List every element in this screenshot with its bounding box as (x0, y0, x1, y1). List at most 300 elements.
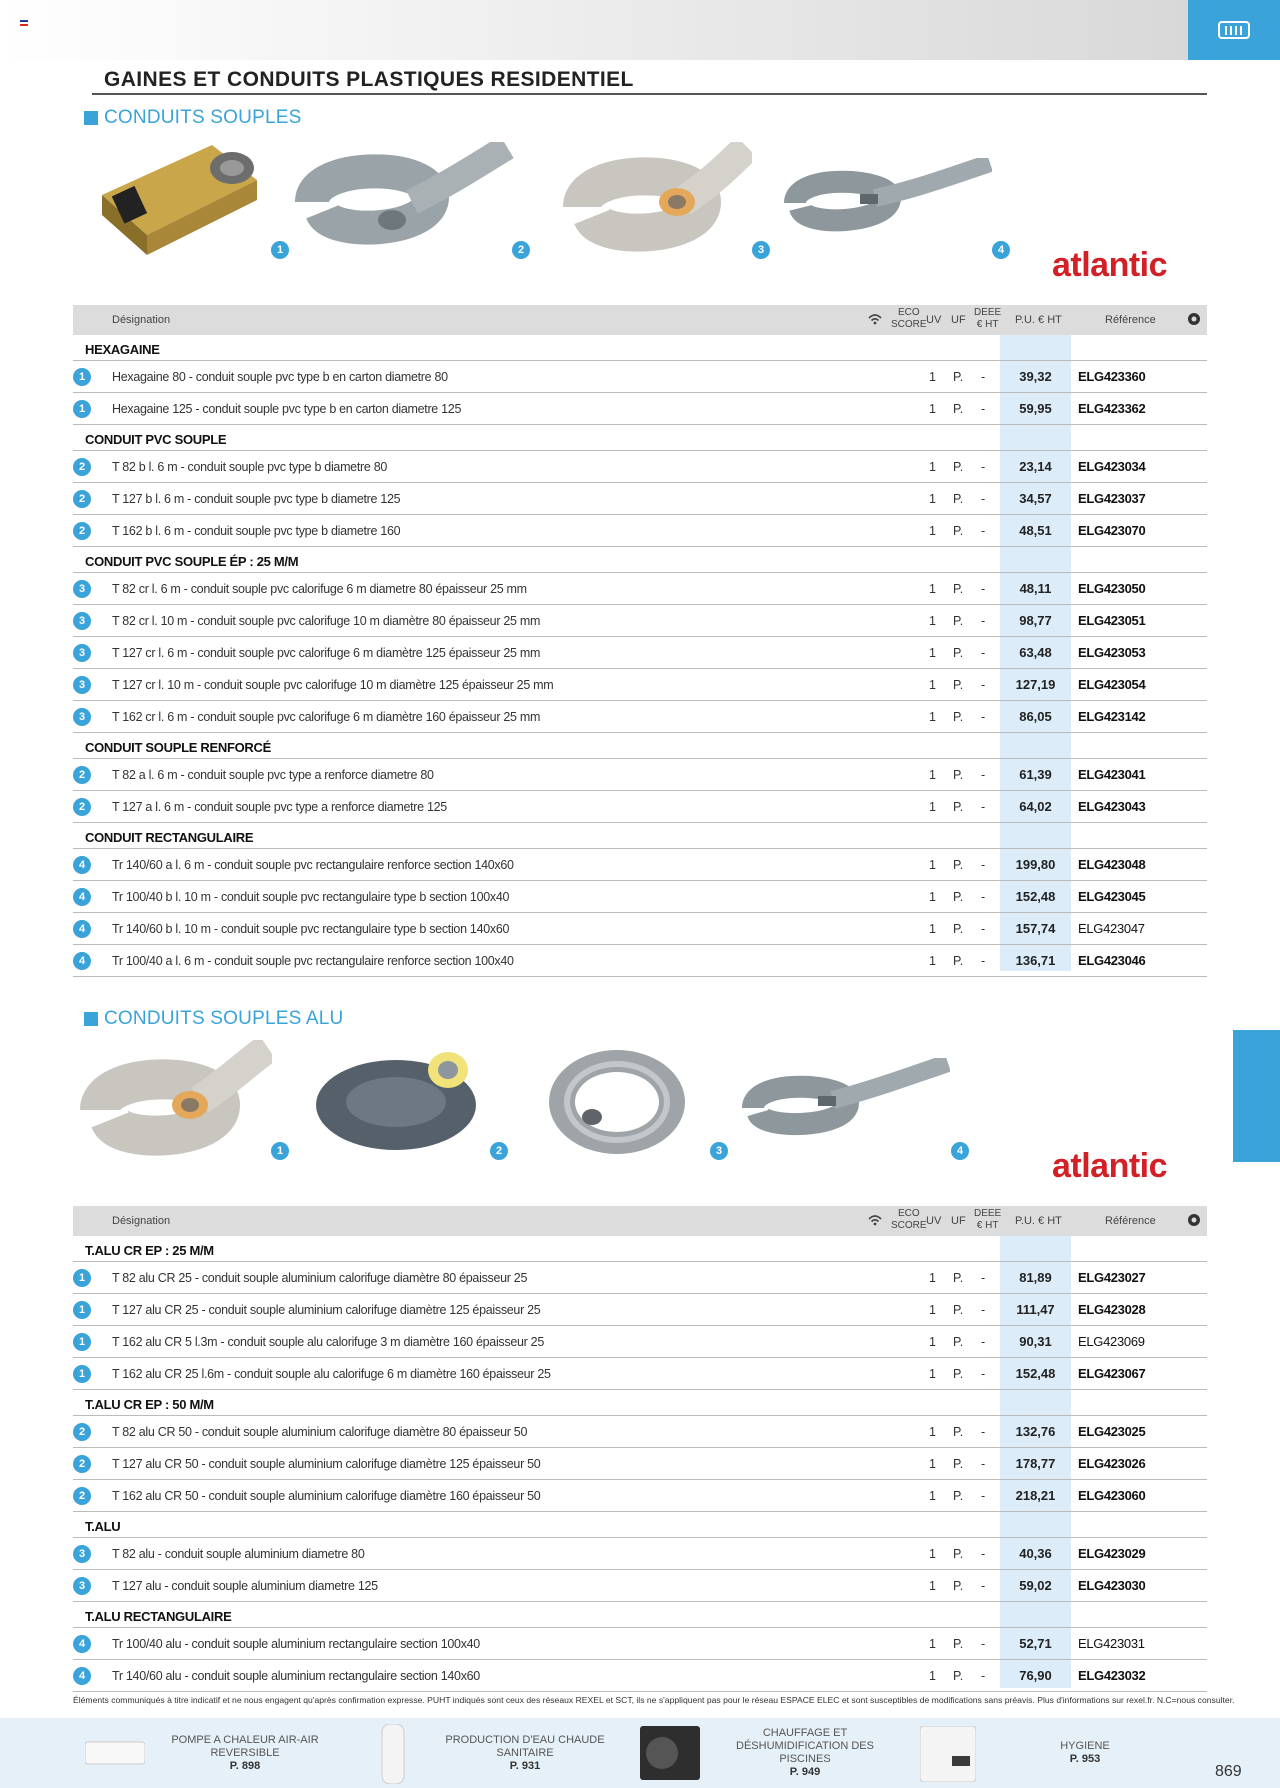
uf-cell: P. (953, 1637, 964, 1651)
price-cell: 23,14 (1019, 459, 1052, 474)
table-row[interactable] (73, 945, 1207, 977)
group-heading: CONDUIT RECTANGULAIRE (85, 830, 254, 845)
col-pu: P.U. € HT (1015, 314, 1062, 326)
product-marker-badge: 4 (73, 1667, 91, 1685)
deee-cell: - (981, 492, 986, 506)
section-title-conduits-souples-alu (84, 1008, 343, 1030)
col-reference: Référence (1105, 1215, 1156, 1227)
uv-cell: 1 (929, 1335, 936, 1349)
reference-cell[interactable]: ELG423051 (1078, 613, 1146, 628)
radiator-icon (1217, 18, 1251, 42)
deee-cell: - (981, 1335, 986, 1349)
deee-cell: - (981, 1367, 986, 1381)
deee-cell: - (981, 524, 986, 538)
designation-cell: Hexagaine 125 - conduit souple pvc type b en carton diametre 125 (112, 402, 462, 416)
designation-cell: T 162 alu CR 5 l.3m - conduit souple alu calorifuge 3 m diamètre 160 épaisseur 25 (112, 1335, 544, 1349)
uf-cell: P. (953, 582, 964, 596)
table-row[interactable] (73, 1538, 1207, 1570)
product-marker-badge: 2 (73, 522, 91, 540)
product-image-alu (544, 1042, 690, 1160)
footer-nav (0, 1718, 1280, 1788)
deee-cell: - (981, 1579, 986, 1593)
product-marker-1: 1 (271, 1142, 289, 1160)
price-cell: 76,90 (1019, 1668, 1052, 1683)
catalog-tab[interactable] (1188, 0, 1280, 60)
uv-cell: 1 (929, 1367, 936, 1381)
price-cell: 157,74 (1015, 921, 1056, 936)
deee-cell: - (981, 1425, 986, 1439)
settings-icon[interactable] (1187, 312, 1201, 329)
product-image-alu-cr50 (308, 1040, 484, 1160)
reference-cell[interactable]: ELG423362 (1078, 401, 1146, 416)
uv-cell: 1 (929, 1669, 936, 1683)
product-marker-badge: 1 (73, 368, 91, 386)
uf-cell: P. (953, 954, 964, 968)
table-row[interactable] (73, 1262, 1207, 1294)
table-row[interactable] (73, 669, 1207, 701)
designation-cell: Tr 100/40 alu - conduit souple aluminium rectangulaire section 100x40 (112, 1637, 480, 1651)
price-cell: 127,19 (1015, 677, 1056, 692)
designation-cell: Tr 140/60 alu - conduit souple aluminium rectangulaire section 140x60 (112, 1669, 480, 1683)
product-marker-2: 2 (490, 1142, 508, 1160)
uv-cell: 1 (929, 858, 936, 872)
footnote: Éléments communiqués à titre indicatif et ne nous engagent qu'après confirmation expresse. PUHT indiqués sont ceux des réseaux REXEL et SCT, ils ne s'appliquent pas pour le réseau ESPACE ELEC et sont susceptibles de modifications sans préavis. Plus d'informations sur rexel.fr. N.C=nous consulter. (73, 1695, 1235, 1705)
col-deee-line1: DEEE (974, 307, 1002, 318)
price-cell: 59,95 (1019, 401, 1052, 416)
col-uv: UV (926, 314, 942, 326)
product-marker-badge: 1 (73, 1301, 91, 1319)
col-deee (974, 1208, 1001, 1232)
brand-logo-atlantic: atlantic (1052, 1147, 1168, 1185)
price-cell: 218,21 (1015, 1488, 1056, 1503)
price-cell: 61,39 (1019, 767, 1052, 782)
col-pu: P.U. € HT (1015, 1215, 1062, 1227)
designation-cell: T 162 b l. 6 m - conduit souple pvc type b diametre 160 (112, 524, 401, 538)
reference-cell[interactable]: ELG423054 (1078, 677, 1146, 692)
deee-cell: - (981, 614, 986, 628)
reference-cell[interactable]: ELG423046 (1078, 953, 1146, 968)
deee-cell: - (981, 646, 986, 660)
uf-cell: P. (953, 614, 964, 628)
table-row[interactable] (73, 1480, 1207, 1512)
table-row[interactable] (73, 1326, 1207, 1358)
footer-link-page: P. 953 (1069, 1753, 1101, 1765)
designation-cell: T 127 cr l. 10 m - conduit souple pvc calorifuge 10 m diamètre 125 épaisseur 25 mm (112, 678, 554, 692)
price-cell: 48,51 (1019, 523, 1052, 538)
price-cell: 178,77 (1015, 1456, 1056, 1471)
deee-cell: - (981, 954, 986, 968)
footer-link-eau-chaude[interactable] (430, 1718, 620, 1788)
deee-cell: - (981, 460, 986, 474)
product-marker-badge: 3 (73, 1545, 91, 1563)
price-cell: 81,89 (1019, 1270, 1052, 1285)
reference-cell[interactable]: ELG423037 (1078, 491, 1146, 506)
deee-cell: - (981, 370, 986, 384)
designation-cell: T 127 alu - conduit souple aluminium diametre 125 (112, 1579, 378, 1593)
uv-cell: 1 (929, 1547, 936, 1561)
uv-cell: 1 (929, 922, 936, 936)
reference-cell[interactable]: ELG423067 (1078, 1366, 1146, 1381)
uf-cell: P. (953, 1579, 964, 1593)
uv-cell: 1 (929, 460, 936, 474)
designation-cell: T 162 cr l. 6 m - conduit souple pvc calorifuge 6 m diamètre 160 épaisseur 25 mm (112, 710, 541, 724)
price-cell: 59,02 (1019, 1578, 1052, 1593)
product-image-hexagaine (92, 140, 262, 260)
col-eco-line2: SCORE (891, 319, 927, 330)
uf-cell: P. (953, 1425, 964, 1439)
uf-cell: P. (953, 858, 964, 872)
uv-cell: 1 (929, 1425, 936, 1439)
designation-cell: T 162 alu CR 25 l.6m - conduit souple alu calorifuge 6 m diamètre 160 épaisseur 25 (112, 1367, 551, 1381)
uf-cell: P. (953, 890, 964, 904)
product-marker-badge: 1 (73, 1365, 91, 1383)
uf-cell: P. (953, 1669, 964, 1683)
reference-cell[interactable]: ELG423069 (1078, 1334, 1145, 1349)
footer-link-piscines[interactable] (710, 1718, 900, 1788)
section-marker (84, 111, 98, 125)
uv-cell: 1 (929, 492, 936, 506)
reference-cell[interactable]: ELG423045 (1078, 889, 1146, 904)
chapter-side-tab[interactable] (1233, 1030, 1280, 1162)
wifi-icon (868, 313, 882, 328)
col-deee-line2: € HT (976, 319, 999, 330)
reference-cell[interactable]: ELG423041 (1078, 767, 1146, 782)
footer-link-page: P. 949 (789, 1766, 821, 1778)
uv-cell: 1 (929, 1457, 936, 1471)
table-header (73, 305, 1207, 335)
product-marker-badge: 3 (73, 580, 91, 598)
uv-cell: 1 (929, 768, 936, 782)
deee-cell: - (981, 582, 986, 596)
footer-link-label: PRODUCTION D'EAU CHAUDE SANITAIRE (445, 1733, 605, 1759)
table-row[interactable] (73, 451, 1207, 483)
price-cell: 90,31 (1019, 1334, 1052, 1349)
designation-cell: T 127 b l. 6 m - conduit souple pvc type b diametre 125 (112, 492, 401, 506)
reference-cell[interactable]: ELG423032 (1078, 1668, 1146, 1683)
uf-cell: P. (953, 678, 964, 692)
product-marker-badge: 4 (73, 952, 91, 970)
designation-cell: T 82 a l. 6 m - conduit souple pvc type a renforce diametre 80 (112, 768, 434, 782)
product-marker-badge: 3 (73, 644, 91, 662)
uv-cell: 1 (929, 614, 936, 628)
designation-cell: T 82 alu CR 25 - conduit souple aluminium calorifuge diamètre 80 épaisseur 25 (112, 1271, 528, 1285)
ac-unit-image (85, 1740, 145, 1766)
designation-cell: T 82 b l. 6 m - conduit souple pvc type b diametre 80 (112, 460, 388, 474)
reference-cell[interactable]: ELG423142 (1078, 709, 1146, 724)
brand-logo-atlantic: atlantic (1052, 246, 1168, 284)
reference-cell[interactable]: ELG423027 (1078, 1270, 1146, 1285)
product-image-pvc-calorifuge (562, 142, 752, 260)
col-uf: UF (951, 314, 966, 326)
designation-cell: Tr 100/40 a l. 6 m - conduit souple pvc rectangulaire renforce section 100x40 (112, 954, 514, 968)
footer-link-pompe-chaleur[interactable] (150, 1718, 340, 1788)
product-marker-badge: 4 (73, 888, 91, 906)
designation-cell: T 162 alu CR 50 - conduit souple aluminium calorifuge diamètre 160 épaisseur 50 (112, 1489, 541, 1503)
group-heading: T.ALU (85, 1519, 121, 1534)
deee-cell: - (981, 402, 986, 416)
table-header (73, 1206, 1207, 1236)
col-eco-line1: ECO (897, 1208, 920, 1219)
uf-cell: P. (953, 1489, 964, 1503)
product-marker-badge: 1 (73, 1269, 91, 1287)
deee-cell: - (981, 1489, 986, 1503)
reference-cell[interactable]: ELG423060 (1078, 1488, 1146, 1503)
product-marker-4: 4 (951, 1142, 969, 1160)
footer-link-page: P. 898 (229, 1759, 261, 1772)
uv-cell: 1 (929, 1637, 936, 1651)
uv-cell: 1 (929, 710, 936, 724)
table-row[interactable] (73, 637, 1207, 669)
product-marker-badge: 3 (73, 612, 91, 630)
page-title: GAINES ET CONDUITS PLASTIQUES RESIDENTIEL (104, 68, 634, 91)
water-heater-image (380, 1724, 406, 1784)
uv-cell: 1 (929, 370, 936, 384)
uv-cell: 1 (929, 1489, 936, 1503)
reference-cell[interactable]: ELG423047 (1078, 921, 1145, 936)
wifi-icon (868, 1214, 882, 1229)
table-row[interactable] (73, 393, 1207, 425)
vmc-image (920, 1726, 976, 1782)
table-row[interactable] (73, 913, 1207, 945)
uf-cell: P. (953, 370, 964, 384)
uv-cell: 1 (929, 1303, 936, 1317)
deee-cell: - (981, 922, 986, 936)
section-title-text: CONDUITS SOUPLES (104, 107, 302, 128)
col-designation: Désignation (112, 314, 171, 326)
reference-cell[interactable]: ELG423050 (1078, 581, 1146, 596)
table-row[interactable] (73, 1294, 1207, 1326)
product-marker-badge: 4 (73, 1635, 91, 1653)
product-image-alu-cr25 (80, 1040, 272, 1160)
col-eco-score (891, 307, 927, 331)
designation-cell: Hexagaine 80 - conduit souple pvc type b en carton diametre 80 (112, 370, 448, 384)
product-marker-badge: 4 (73, 856, 91, 874)
reference-cell[interactable]: ELG423026 (1078, 1456, 1146, 1471)
uv-cell: 1 (929, 678, 936, 692)
uv-cell: 1 (929, 646, 936, 660)
group-heading: T.ALU RECTANGULAIRE (85, 1609, 232, 1624)
footer-link-hygiene[interactable] (990, 1718, 1180, 1788)
reference-cell[interactable]: ELG423048 (1078, 857, 1146, 872)
uf-cell: P. (953, 1367, 964, 1381)
deee-cell: - (981, 1669, 986, 1683)
uf-cell: P. (953, 768, 964, 782)
designation-cell: T 127 cr l. 6 m - conduit souple pvc calorifuge 6 m diamètre 125 épaisseur 25 mm (112, 646, 541, 660)
uf-cell: P. (953, 1457, 964, 1471)
table-row[interactable] (73, 1570, 1207, 1602)
designation-cell: Tr 100/40 b l. 10 m - conduit souple pvc rectangulaire type b section 100x40 (112, 890, 510, 904)
product-marker-badge: 1 (73, 1333, 91, 1351)
designation-cell: T 127 a l. 6 m - conduit souple pvc type a renforce diametre 125 (112, 800, 447, 814)
product-image-alu-rectangulaire (738, 1058, 950, 1140)
product-marker-badge: 3 (73, 708, 91, 726)
price-cell: 111,47 (1016, 1302, 1055, 1317)
table-row[interactable] (73, 759, 1207, 791)
product-marker-badge: 2 (73, 1423, 91, 1441)
reference-cell[interactable]: ELG423360 (1078, 369, 1146, 384)
section-title-conduits-souples (84, 107, 301, 129)
col-deee (974, 307, 1001, 331)
footer-link-page: P. 931 (509, 1759, 541, 1772)
product-marker-4: 4 (992, 241, 1010, 259)
designation-cell: T 82 cr l. 10 m - conduit souple pvc calorifuge 10 m diamètre 80 épaisseur 25 mm (112, 614, 541, 628)
col-eco-score (891, 1208, 927, 1232)
deee-cell: - (981, 678, 986, 692)
deee-cell: - (981, 1637, 986, 1651)
group-heading: T.ALU CR EP : 25 M/M (85, 1243, 214, 1258)
table-row[interactable] (73, 361, 1207, 393)
uf-cell: P. (953, 524, 964, 538)
col-reference: Référence (1105, 314, 1156, 326)
designation-cell: Tr 140/60 b l. 10 m - conduit souple pvc rectangulaire type b section 140x60 (112, 922, 510, 936)
designation-cell: T 82 alu CR 50 - conduit souple aluminium calorifuge diamètre 80 épaisseur 50 (112, 1425, 528, 1439)
col-uv: UV (926, 1215, 942, 1227)
reference-cell[interactable]: ELG423030 (1078, 1578, 1146, 1593)
col-eco-line1: ECO (897, 307, 920, 318)
page-number: 869 (1215, 1763, 1242, 1780)
price-cell: 34,57 (1019, 491, 1052, 506)
deee-cell: - (981, 710, 986, 724)
price-cell: 86,05 (1019, 709, 1052, 724)
price-cell: 39,32 (1019, 369, 1052, 384)
group-heading: HEXAGAINE (85, 342, 160, 357)
footer-link-label: CHAUFFAGE ET DÉSHUMIDIFICATION DES PISCINES (736, 1727, 874, 1765)
group-heading: CONDUIT SOUPLE RENFORCÉ (85, 740, 271, 755)
table-row[interactable] (73, 1416, 1207, 1448)
designation-cell: Tr 140/60 a l. 6 m - conduit souple pvc rectangulaire renforce section 140x60 (112, 858, 514, 872)
price-cell: 63,48 (1019, 645, 1052, 660)
designation-cell: T 127 alu CR 25 - conduit souple aluminium calorifuge diamètre 125 épaisseur 25 (112, 1303, 541, 1317)
product-image-rectangulaire (780, 158, 992, 240)
price-cell: 52,71 (1019, 1636, 1052, 1651)
uf-cell: P. (953, 922, 964, 936)
reference-cell[interactable]: ELG423043 (1078, 799, 1146, 814)
top-bar (0, 0, 1188, 60)
uf-cell: P. (953, 1303, 964, 1317)
uf-cell: P. (953, 800, 964, 814)
product-marker-badge: 1 (73, 400, 91, 418)
price-cell: 40,36 (1019, 1546, 1052, 1561)
table-row[interactable] (73, 791, 1207, 823)
product-marker-1: 1 (271, 241, 289, 259)
uf-cell: P. (953, 1271, 964, 1285)
title-divider (92, 93, 1207, 95)
col-uf: UF (951, 1215, 966, 1227)
price-cell: 48,11 (1019, 581, 1052, 596)
product-marker-3: 3 (710, 1142, 728, 1160)
uf-cell: P. (953, 460, 964, 474)
deee-cell: - (981, 858, 986, 872)
uf-cell: P. (953, 1335, 964, 1349)
product-marker-badge: 2 (73, 458, 91, 476)
uf-cell: P. (953, 1547, 964, 1561)
product-marker-3: 3 (752, 241, 770, 259)
footer-link-label: POMPE A CHALEUR AIR-AIR REVERSIBLE (171, 1733, 319, 1759)
uf-cell: P. (953, 710, 964, 724)
col-designation: Désignation (112, 1215, 171, 1227)
product-marker-badge: 3 (73, 676, 91, 694)
deee-cell: - (981, 1271, 986, 1285)
uv-cell: 1 (929, 524, 936, 538)
uf-cell: P. (953, 646, 964, 660)
deee-cell: - (981, 1457, 986, 1471)
table-row[interactable] (73, 881, 1207, 913)
product-image-pvc-type-b (292, 142, 514, 260)
table-row[interactable] (73, 483, 1207, 515)
deee-cell: - (981, 800, 986, 814)
deee-cell: - (981, 768, 986, 782)
price-cell: 64,02 (1019, 799, 1052, 814)
reference-cell[interactable]: ELG423070 (1078, 523, 1146, 538)
reference-cell[interactable]: ELG423053 (1078, 645, 1146, 660)
reference-cell[interactable]: ELG423025 (1078, 1424, 1146, 1439)
product-marker-badge: 2 (73, 1455, 91, 1473)
reference-cell[interactable]: ELG423034 (1078, 459, 1146, 474)
col-eco-line2: SCORE (891, 1220, 927, 1231)
reference-cell[interactable]: ELG423028 (1078, 1302, 1146, 1317)
reference-cell[interactable]: ELG423031 (1078, 1636, 1145, 1651)
section-title-text: CONDUITS SOUPLES ALU (104, 1008, 344, 1029)
uv-cell: 1 (929, 402, 936, 416)
group-heading: CONDUIT PVC SOUPLE ÉP : 25 M/M (85, 554, 299, 569)
group-heading: CONDUIT PVC SOUPLE (85, 432, 227, 447)
designation-cell: T 82 alu - conduit souple aluminium diametre 80 (112, 1547, 365, 1561)
price-cell: 136,71 (1015, 953, 1056, 968)
product-marker-badge: 2 (73, 798, 91, 816)
deee-cell: - (981, 890, 986, 904)
table-row[interactable] (73, 605, 1207, 637)
uv-cell: 1 (929, 582, 936, 596)
uf-cell: P. (953, 492, 964, 506)
product-marker-badge: 2 (73, 1487, 91, 1505)
designation-cell: T 82 cr l. 6 m - conduit souple pvc calorifuge 6 m diametre 80 épaisseur 25 mm (112, 582, 527, 596)
price-cell: 152,48 (1015, 889, 1056, 904)
price-cell: 98,77 (1019, 613, 1052, 628)
product-marker-2: 2 (512, 241, 530, 259)
uv-cell: 1 (929, 800, 936, 814)
table-row[interactable] (73, 1358, 1207, 1390)
deee-cell: - (981, 1547, 986, 1561)
table-row[interactable] (73, 701, 1207, 733)
uf-cell: P. (953, 402, 964, 416)
table-row[interactable] (73, 849, 1207, 881)
product-marker-badge: 2 (73, 766, 91, 784)
uv-cell: 1 (929, 1271, 936, 1285)
footer-link-label: HYGIENE (1060, 1740, 1110, 1752)
deee-cell: - (981, 1303, 986, 1317)
section-marker (84, 1012, 98, 1026)
table-row[interactable] (73, 1660, 1207, 1692)
table-row[interactable] (73, 573, 1207, 605)
table-row[interactable] (73, 1628, 1207, 1660)
price-cell: 152,48 (1015, 1366, 1056, 1381)
product-marker-badge: 4 (73, 920, 91, 938)
group-heading: T.ALU CR EP : 50 M/M (85, 1397, 214, 1412)
price-cell: 132,76 (1015, 1424, 1056, 1439)
reference-cell[interactable]: ELG423029 (1078, 1546, 1146, 1561)
uv-cell: 1 (929, 890, 936, 904)
table-row[interactable] (73, 1448, 1207, 1480)
table-row[interactable] (73, 515, 1207, 547)
designation-cell: T 127 alu CR 50 - conduit souple aluminium calorifuge diamètre 125 épaisseur 50 (112, 1457, 541, 1471)
uv-cell: 1 (929, 954, 936, 968)
pool-heatpump-image (640, 1726, 700, 1780)
flag-icon (20, 20, 28, 26)
settings-icon[interactable] (1187, 1213, 1201, 1230)
price-cell: 199,80 (1015, 857, 1056, 872)
uv-cell: 1 (929, 1579, 936, 1593)
col-deee-line1: DEEE (974, 1208, 1002, 1219)
